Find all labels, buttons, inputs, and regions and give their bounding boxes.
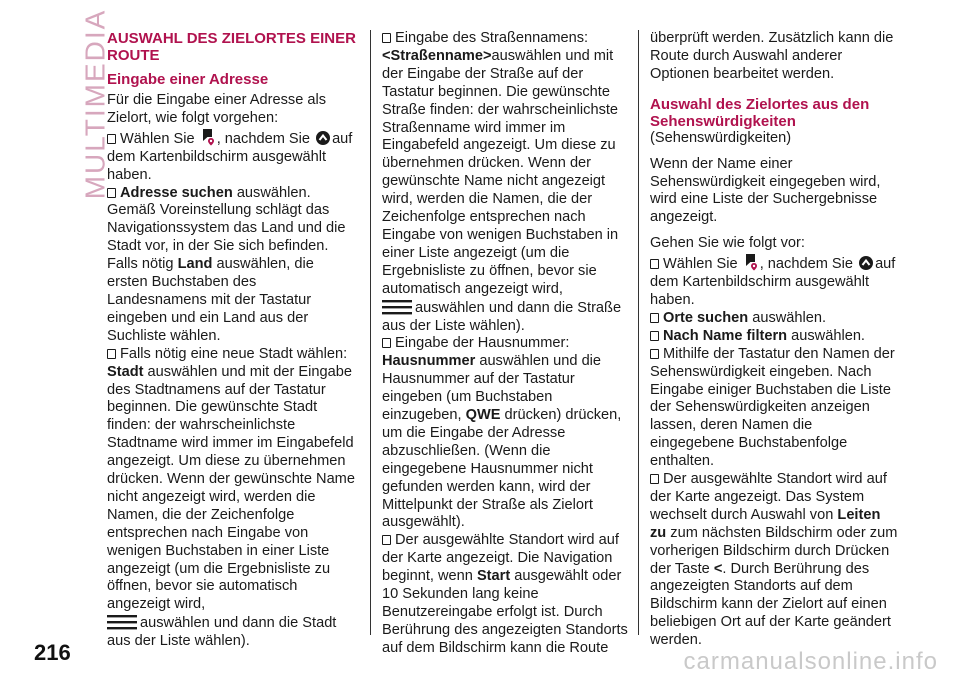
bullet-icon — [650, 474, 659, 484]
section-subtitle: Auswahl des Zielortes aus den Sehenswürdigkeiten — [650, 95, 870, 130]
bullet-icon — [382, 33, 391, 43]
list-item: Eingabe der Hausnummer: Hausnummer auswählen und die Hausnummer auf der Tastatur eingeben (um Buchstaben einzugeben, QWE drücken) drücken, um die Eingabe der Adresse abzuschließen. (Wenn die eingegebene Hausnummer nicht gefunden werden kann, wird der Mittelpunkt der Straße als Zielort ausgewählt). — [382, 335, 622, 531]
chevron-up-icon — [316, 130, 330, 146]
section-tab — [52, 8, 111, 200]
bullet-icon — [107, 134, 116, 144]
intro-text: Für die Eingabe einer Adresse als Zielort, wie folgt vorgehen: — [107, 92, 327, 126]
chevron-up-icon — [859, 255, 873, 271]
menu-icon — [107, 614, 137, 630]
bullet-icon — [650, 331, 659, 341]
list-item: Eingabe des Straßennamens: <Straßenname>auswählen und mit der Eingabe der Straße auf der Tastatur beginnen. Die gewünschte Straße finden: der wahrscheinlichste Straßenname wird immer im Eingabefeld angezeigt. Um diese zu übernehmen drücken. Wenn der gewünschte Name nicht angezeigt wird, werden die Namen, die der Zeichenfolge entsprechen nach Eingabe von wenigen Buchstaben in einer Liste angezeigt (um die Ergebnisliste zu öffnen, bevor sie automatisch angezeigt wird, auswählen und dann die Straße aus der Liste wählen). — [382, 30, 622, 334]
bullet-icon — [650, 313, 659, 323]
list-item: Wählen Sie , nachdem Sie auf dem Kartenbildschirm ausgewählt haben. — [107, 128, 357, 185]
list-item: Adresse suchen auswählen. Gemäß Voreinstellung schlägt das Navigationssystem das Land und die Stadt vor, in der Sie sich befinden. Falls nötig Land auswählen, die ersten Buchstaben des Landesnamens mit der Tastatur eingeben und ein Land aus der Suchliste wählen. — [107, 184, 346, 344]
list-item: Mithilfe der Tastatur den Namen der Sehenswürdigkeit eingeben. Nach Eingabe einiger Buchstaben die Liste der Sehenswürdigkeiten anzeigen lassen, deren Namen die eingegebene Buchstabenfolge enthalten. — [650, 345, 895, 470]
list-item: Wählen Sie , nachdem Sie auf dem Kartenbildschirm ausgewählt haben. — [650, 253, 900, 310]
bullet-icon — [650, 259, 659, 269]
section-subtitle: Eingabe einer Adresse — [107, 71, 269, 88]
section-title: AUSWAHL DES ZIELORTES EINER ROUTE — [107, 30, 356, 64]
column-3 — [650, 30, 900, 650]
bullet-icon — [650, 349, 659, 359]
section-tab-label: MULTIMEDIA — [79, 8, 111, 200]
column-divider — [638, 30, 639, 635]
menu-icon — [382, 299, 412, 315]
map-pin-icon — [201, 128, 215, 146]
list-item: Nach Name filtern auswählen. — [650, 328, 900, 346]
list-item: Orte suchen auswählen. — [650, 310, 900, 328]
bullet-icon — [382, 338, 391, 348]
page-number: 216 — [34, 640, 71, 665]
bullet-icon — [382, 535, 391, 545]
list-item: Der ausgewählte Standort wird auf der Karte angezeigt. Die Navigation beginnt, wenn Start ausgewählt oder 10 Sekunden lang keine Benutzereingabe erfolgt ist. Durch Berührung des angezeigten Standorts auf dem Bildschirm kann die Route — [382, 532, 628, 656]
column-1 — [107, 30, 357, 651]
list-item: Falls nötig eine neue Stadt wählen: Stadt auswählen und mit der Eingabe des Stadtnamens auf der Tastatur beginnen. Die gewünschte Stadt finden: der wahrscheinlichste Stadtname wird immer im Eingabefeld angezeigt. Um diese zu übernehmen drücken. Wenn der gewünschte Name nicht angezeigt wird, werden die Namen, die der Zeichenfolge entsprechen nach Eingabe von wenigen Buchstaben in einer Liste angezeigt (um die Ergebnisliste zu öffnen, bevor sie automatisch angezeigt wird, auswählen und dann die Stadt aus der Liste wählen). — [107, 345, 355, 650]
column-divider — [370, 30, 371, 635]
paragraph: Wenn der Name einer Sehenswürdigkeit eingegeben wird, wird eine Liste der Suchergebnisse angezeigt. — [650, 155, 881, 226]
watermark: carmanualsonline.info — [683, 648, 938, 675]
column-2 — [382, 30, 632, 658]
list-item: Der ausgewählte Standort wird auf der Karte angezeigt. Das System wechselt durch Auswahl von Leiten zu zum nächsten Bildschirm oder zum vorherigen Bildschirm durch Drücken der Taste <. Durch Berührung des angezeigten Standorts auf dem Bildschirm kann der Zielort auf einen beliebigen Ort auf der Karte geändert werden. — [650, 471, 898, 649]
map-pin-icon — [744, 253, 758, 271]
paragraph: Gehen Sie wie folgt vor: — [650, 235, 805, 252]
subtitle-note: (Sehenswürdigkeiten) — [650, 129, 792, 146]
bullet-icon — [107, 188, 116, 198]
continued-text: überprüft werden. Zusätzlich kann die Route durch Auswahl anderer Optionen bearbeitet werden. — [650, 30, 894, 82]
bullet-icon — [107, 349, 116, 359]
